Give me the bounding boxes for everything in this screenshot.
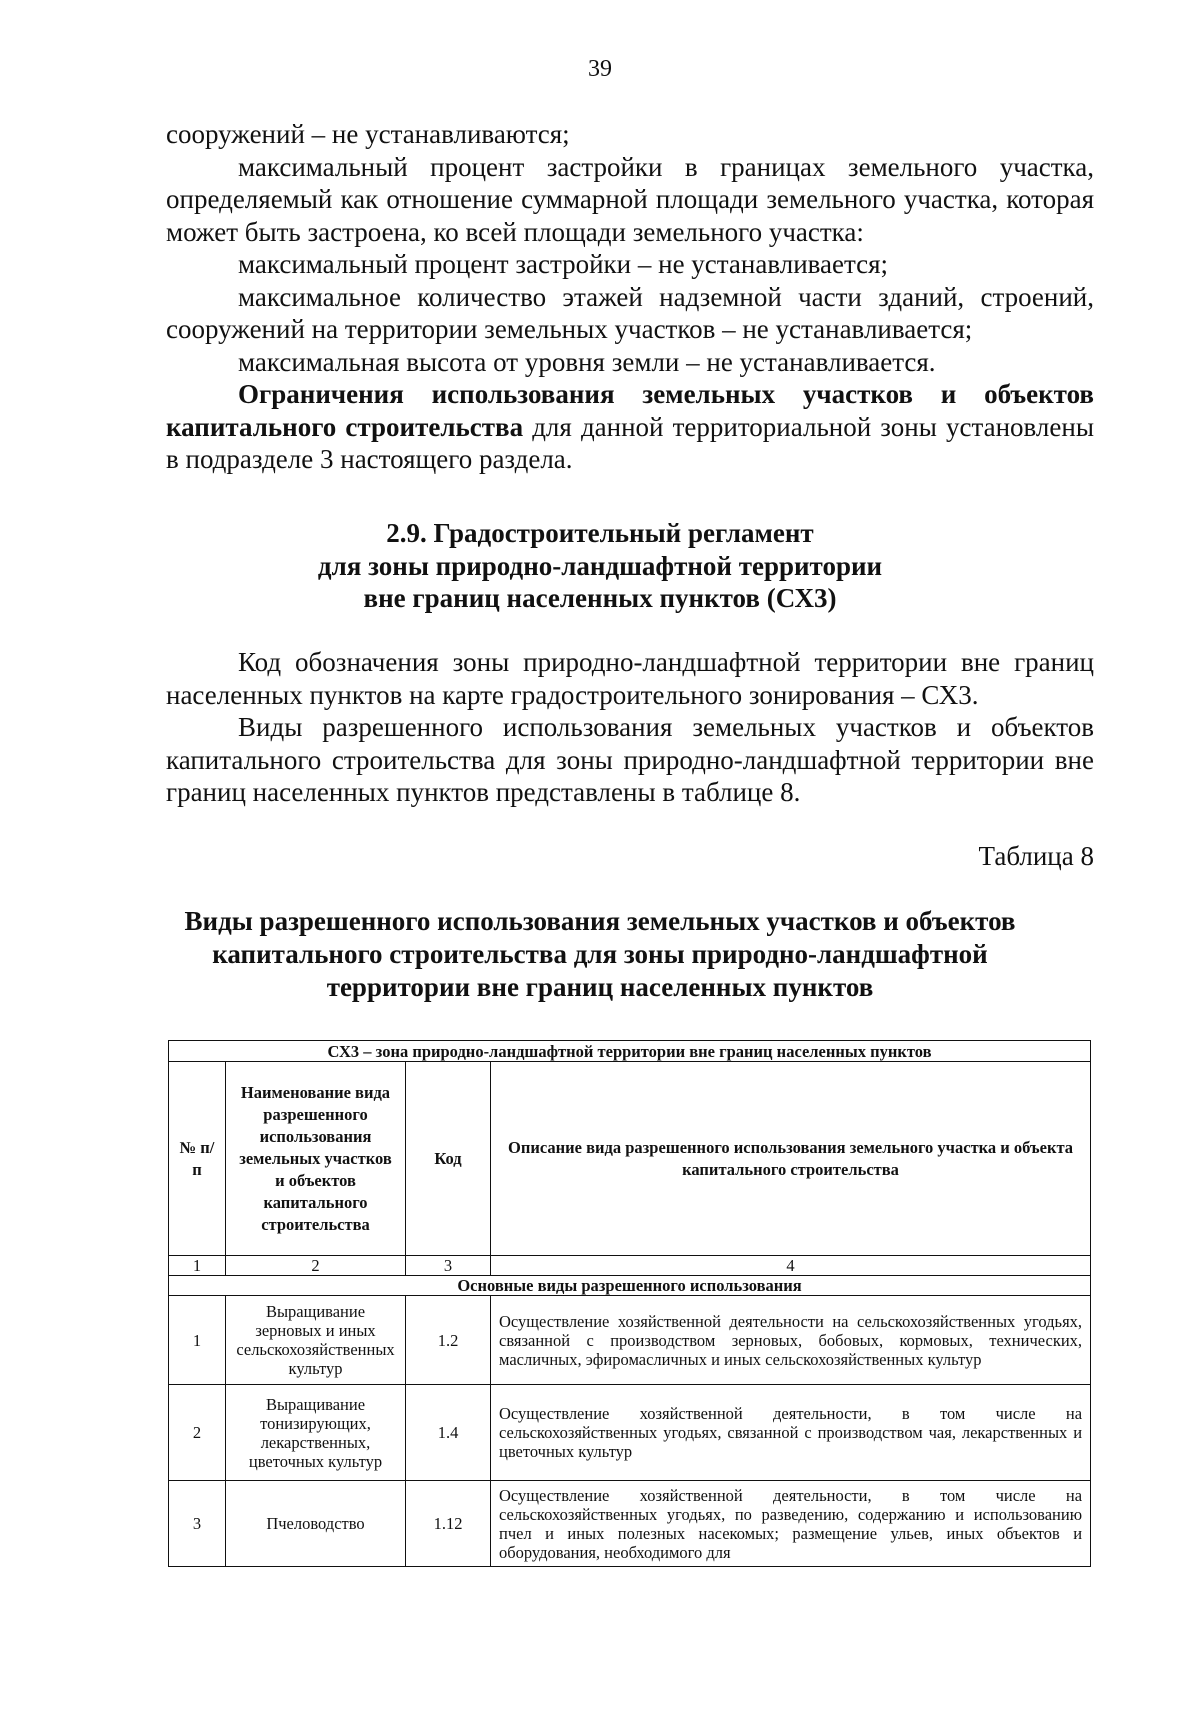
page-number: 39 bbox=[588, 56, 612, 82]
paragraph bbox=[166, 378, 1094, 476]
table-title bbox=[0, 905, 1200, 1004]
row-num: 2 bbox=[169, 1385, 226, 1481]
paragraph: максимальное количество этажей надземной части зданий, строений, сооружений на территории земельных участков – не устанавливается; bbox=[166, 281, 1094, 344]
land-use-table bbox=[168, 1040, 1091, 1567]
row-code: 1.2 bbox=[406, 1296, 491, 1385]
section-row bbox=[169, 1276, 1091, 1296]
header-code: Код bbox=[406, 1062, 491, 1256]
row-name: Пчеловодство bbox=[226, 1481, 406, 1567]
column-number-row bbox=[169, 1256, 1091, 1276]
column-number: 3 bbox=[406, 1256, 491, 1276]
section-heading-line: 2.9. Градостроительный регламент bbox=[386, 518, 814, 548]
bold-phrase: Ограничения использования земельных участков и объектов капитального строительства bbox=[166, 379, 1094, 442]
row-name: Выращивание тонизирующих, лекарственных, цветочных культур bbox=[226, 1385, 406, 1481]
column-number: 1 bbox=[169, 1256, 226, 1276]
paragraph: максимальный процент застройки в границах земельного участка, определяемый как отношение суммарной площади земельного участка, которая может быть застроена, ко всей площади земельного участка: bbox=[166, 151, 1094, 247]
table-row bbox=[169, 1385, 1091, 1481]
table-header-row bbox=[169, 1062, 1091, 1256]
section-label: Основные виды разрешенного использования bbox=[169, 1276, 1091, 1296]
table-zone-title-row bbox=[169, 1041, 1091, 1062]
table-title-line: территории вне границ населенных пунктов bbox=[326, 972, 874, 1002]
row-name: Выращивание зерновых и иных сельскохозяйственных культур bbox=[226, 1296, 406, 1385]
body-text bbox=[166, 118, 1094, 476]
table-row bbox=[169, 1296, 1091, 1385]
column-number: 4 bbox=[491, 1256, 1091, 1276]
header-name: Наименование вида разрешенного использования земельных участков и объектов капитального строительства bbox=[226, 1062, 406, 1256]
table-title-line: Виды разрешенного использования земельных участков и объектов bbox=[184, 906, 1016, 936]
row-description: Осуществление хозяйственной деятельности на сельскохозяйственных угодьях, связанной с производством зерновых, бобовых, кормовых, технических, масличных, эфиромасличных и иных сельскохозяйственных культур bbox=[491, 1296, 1091, 1385]
section-heading bbox=[0, 517, 1200, 615]
row-num: 1 bbox=[169, 1296, 226, 1385]
table-number: Таблица 8 bbox=[978, 841, 1094, 871]
row-description: Осуществление хозяйственной деятельности, в том числе на сельскохозяйственных угодьях, связанной с производством чая, лекарственных и цветочных культур bbox=[491, 1385, 1091, 1481]
paragraph: максимальная высота от уровня земли – не устанавливается. bbox=[238, 346, 936, 377]
row-num: 3 bbox=[169, 1481, 226, 1567]
row-code: 1.12 bbox=[406, 1481, 491, 1567]
row-code: 1.4 bbox=[406, 1385, 491, 1481]
paragraph: максимальный процент застройки – не устанавливается; bbox=[238, 249, 889, 279]
paragraph: Виды разрешенного использования земельных участков и объектов капитального строительства для зоны природно-ландшафтной территории вне границ населенных пунктов представлены в таблице 8. bbox=[166, 712, 1094, 807]
zone-title: СХ3 – зона природно-ландшафтной территории вне границ населенных пунктов bbox=[169, 1041, 1091, 1062]
section-heading-line: вне границ населенных пунктов (СХ3) bbox=[363, 583, 837, 613]
table-row bbox=[169, 1481, 1091, 1567]
paragraph-text: для данной территориальной зоны установлены в подразделе 3 настоящего раздела. bbox=[166, 411, 1094, 474]
body-text-2 bbox=[166, 646, 1094, 809]
section-heading-line: для зоны природно-ландшафтной территории bbox=[317, 550, 883, 581]
header-description: Описание вида разрешенного использования земельного участка и объекта капитального строительства bbox=[491, 1062, 1091, 1256]
column-number: 2 bbox=[226, 1256, 406, 1276]
paragraph: сооружений – не устанавливаются; bbox=[166, 119, 570, 149]
row-description: Осуществление хозяйственной деятельности, в том числе на сельскохозяйственных угодьях, по разведению, содержанию и использованию пчел и иных полезных насекомых; размещение ульев, иных объектов и оборудования, необходимого для bbox=[491, 1481, 1091, 1567]
header-num: № п/п bbox=[169, 1062, 226, 1256]
table-title-line: капитального строительства для зоны природно-ландшафтной bbox=[212, 939, 988, 969]
paragraph: Код обозначения зоны природно-ландшафтной территории вне границ населенных пунктов на карте градостроительного зонирования – СХ3. bbox=[166, 647, 1094, 710]
